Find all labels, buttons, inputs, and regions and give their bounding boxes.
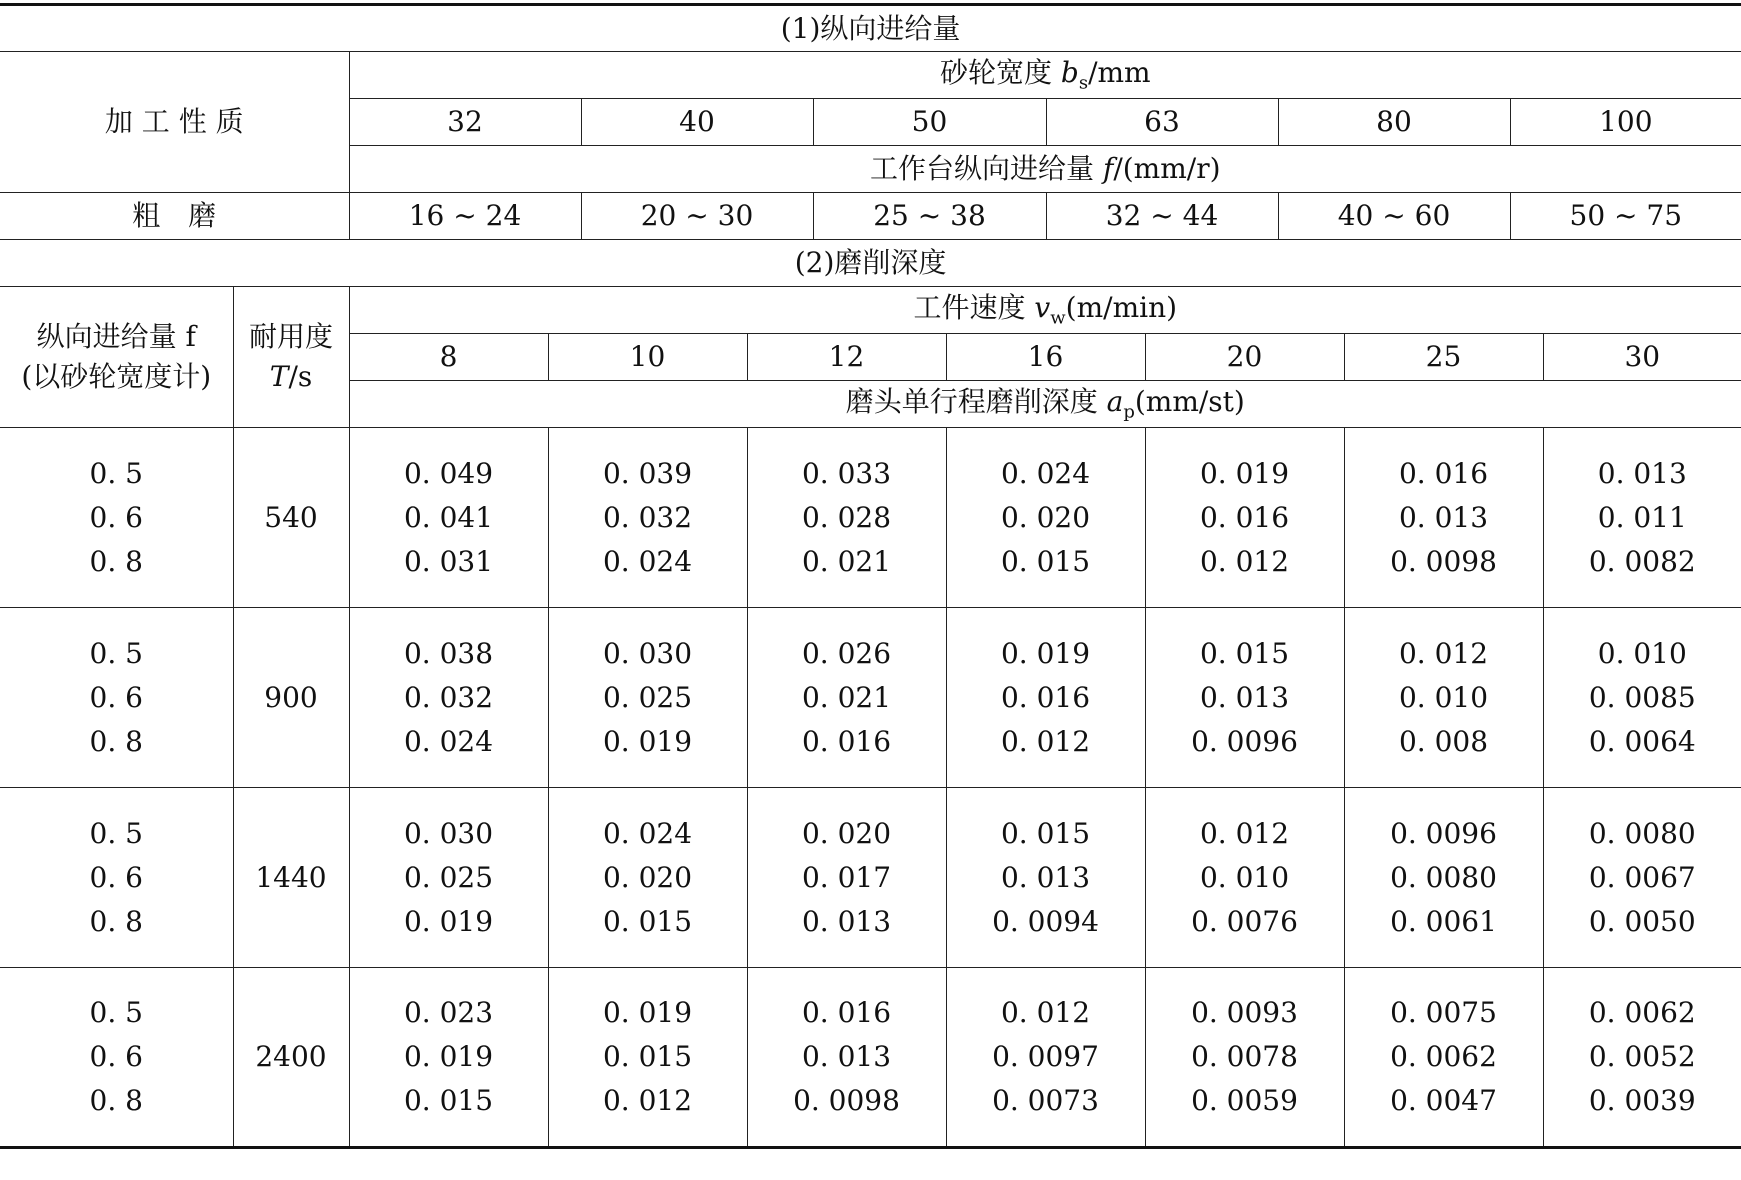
depth-cell: 0. 012 0. 010 0. 0076: [1145, 788, 1344, 968]
depth-cell: 0. 016 0. 013 0. 0098: [747, 968, 946, 1148]
depth-cell: 0. 033 0. 028 0. 021: [747, 428, 946, 608]
speed-cell: 12: [747, 334, 946, 381]
depth-cell: 0. 030 0. 025 0. 019: [548, 608, 747, 788]
feed-values-cell: 0. 5 0. 6 0. 8: [0, 788, 233, 968]
longitudinal-feed-header: 纵向进给量 f (以砂轮宽度计): [0, 287, 233, 428]
depth-cell: 0. 020 0. 017 0. 013: [747, 788, 946, 968]
speed-cell: 30: [1543, 334, 1741, 381]
workpiece-speed-header: 工件速度 $v_w(m/\min)$: [349, 287, 1741, 334]
table-feed-header: 工作台纵向进给量 f/(mm/r): [349, 146, 1741, 193]
depth-cell: 0. 049 0. 041 0. 031: [349, 428, 548, 608]
depth-cell: 0. 0096 0. 0080 0. 0061: [1344, 788, 1543, 968]
processing-type-header: 加 工 性 质: [0, 52, 349, 193]
tool-life-cell: 540: [233, 428, 349, 608]
grinding-depth-header: 磨头单行程磨削深度 $a_p(mm/st)$: [349, 381, 1741, 428]
speed-cell: 10: [548, 334, 747, 381]
speed-cell: 25: [1344, 334, 1543, 381]
wheel-width-cell: 50: [813, 99, 1046, 146]
speed-cell: 20: [1145, 334, 1344, 381]
tool-life-cell: 1440: [233, 788, 349, 968]
feed-values-cell: 0. 5 0. 6 0. 8: [0, 968, 233, 1148]
tool-life-header: 耐用度 T/s: [233, 287, 349, 428]
table-row: [0, 788, 1741, 968]
speed-cell: 8: [349, 334, 548, 381]
wheel-width-cell: 32: [349, 99, 581, 146]
section1-title: (1)纵向进给量: [0, 5, 1741, 52]
depth-cell: 0. 012 0. 0097 0. 0073: [946, 968, 1145, 1148]
depth-cell: 0. 0075 0. 0062 0. 0047: [1344, 968, 1543, 1148]
tool-life-cell: 900: [233, 608, 349, 788]
feed-range-cell: 20 ~ 30: [581, 193, 813, 240]
depth-cell: 0. 013 0. 011 0. 0082: [1543, 428, 1741, 608]
wheel-width-cell: 100: [1510, 99, 1741, 146]
feed-range-cell: 16 ~ 24: [349, 193, 581, 240]
table-row: [0, 428, 1741, 608]
grinding-parameters-table: [0, 3, 1741, 1149]
depth-cell: 0. 019 0. 016 0. 012: [946, 608, 1145, 788]
feed-values-cell: 0. 5 0. 6 0. 8: [0, 428, 233, 608]
depth-cell: 0. 0080 0. 0067 0. 0050: [1543, 788, 1741, 968]
depth-cell: 0. 030 0. 025 0. 019: [349, 788, 548, 968]
feed-range-cell: 50 ~ 75: [1510, 193, 1741, 240]
section2-title: (2)磨削深度: [0, 240, 1741, 287]
depth-cell: 0. 012 0. 010 0. 008: [1344, 608, 1543, 788]
depth-cell: 0. 024 0. 020 0. 015: [548, 788, 747, 968]
depth-cell: 0. 0093 0. 0078 0. 0059: [1145, 968, 1344, 1148]
rough-grinding-label: 粗 磨: [0, 193, 349, 240]
feed-range-cell: 25 ~ 38: [813, 193, 1046, 240]
depth-cell: 0. 039 0. 032 0. 024: [548, 428, 747, 608]
depth-cell: 0. 015 0. 013 0. 0096: [1145, 608, 1344, 788]
depth-cell: 0. 026 0. 021 0. 016: [747, 608, 946, 788]
depth-cell: 0. 0062 0. 0052 0. 0039: [1543, 968, 1741, 1148]
speed-cell: 16: [946, 334, 1145, 381]
depth-cell: 0. 023 0. 019 0. 015: [349, 968, 548, 1148]
depth-cell: 0. 024 0. 020 0. 015: [946, 428, 1145, 608]
feed-range-cell: 40 ~ 60: [1278, 193, 1510, 240]
table-row: [0, 968, 1741, 1148]
feed-values-cell: 0. 5 0. 6 0. 8: [0, 608, 233, 788]
wheel-width-cell: 40: [581, 99, 813, 146]
feed-range-cell: 32 ~ 44: [1046, 193, 1278, 240]
depth-cell: 0. 019 0. 015 0. 012: [548, 968, 747, 1148]
depth-cell: 0. 016 0. 013 0. 0098: [1344, 428, 1543, 608]
depth-cell: 0. 015 0. 013 0. 0094: [946, 788, 1145, 968]
depth-cell: 0. 038 0. 032 0. 024: [349, 608, 548, 788]
wheel-width-header: 砂轮宽度 $b_s/mm$: [349, 52, 1741, 99]
wheel-width-cell: 80: [1278, 99, 1510, 146]
depth-cell: 0. 019 0. 016 0. 012: [1145, 428, 1344, 608]
wheel-width-cell: 63: [1046, 99, 1278, 146]
table-row: [0, 608, 1741, 788]
depth-cell: 0. 010 0. 0085 0. 0064: [1543, 608, 1741, 788]
tool-life-cell: 2400: [233, 968, 349, 1148]
